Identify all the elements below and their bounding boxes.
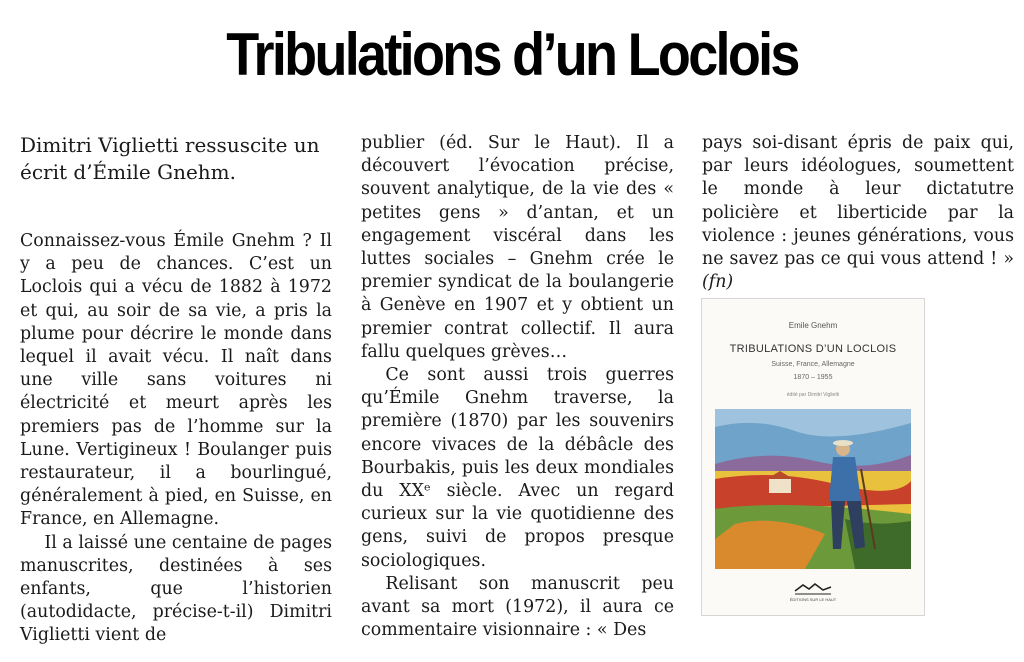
cover-painting — [715, 409, 911, 569]
cover-author: Emile Gnehm — [788, 321, 838, 330]
article-lead: Dimitri Viglietti ressuscite un écrit d’Émile Gnehm. — [20, 133, 320, 184]
book-cover — [701, 298, 925, 616]
publisher-logo — [793, 582, 833, 596]
cover-editor: édité par Dimitri Viglietti — [786, 392, 840, 398]
paragraph: Il a laissé une centaine de pages manuscrites, destinées à ses enfants, que l’historien (autodidacte, précise-t-il) Dimitri Viglietti vient de — [20, 532, 332, 646]
paragraph: Ce sont aussi trois guerres qu’Émile Gnehm traverse, la première (1870) par les souvenirs encore vivaces de la débâcle des Bourbakis, puis les deux mondiales du XXᵉ siècle. Avec un regard curieux sur la vie quotidienne des gens, suivi de propos presque sociologiques. — [361, 365, 674, 571]
quote-text: pays soi-disant épris de paix qui, par leurs idéologues, soumettent le monde à leur dictatutre policière et liberticide par la violence : jeunes générations, vous ne savez pas ce qui vous attend ! » — [702, 133, 1014, 270]
cover-years: 1870 – 1955 — [793, 374, 833, 381]
column-1 — [20, 132, 332, 648]
cover-title: TRIBULATIONS D’UN LOCLOIS — [729, 343, 897, 355]
author-initials: (fn) — [702, 272, 734, 293]
column-2 — [361, 132, 674, 642]
column-3 — [702, 132, 1014, 294]
paragraph — [702, 132, 1014, 294]
paragraph: publier (éd. Sur le Haut). Il a découvert l’évocation précise, souvent analytique, de la vie des « petites gens » d’antan, et un engagement viscéral dans les luttes sociales – Gnehm crée le premier syndicat de la boulangerie à Genève en 1907 et y obtient un premier contrat collectif. Il aura fallu quelques grèves… — [361, 133, 674, 362]
paragraph: Relisant son manuscrit peu avant sa mort (1972), il aura ce commentaire visionnaire : « Des — [361, 573, 674, 641]
paragraph: Connaissez-vous Émile Gnehm ? Il y a peu de chances. C’est un Loclois qui a vécu de 1882 à 1972 et qui, au soir de sa vie, a pris la plume pour décrire le monde dans lequel il avait vécu. Il naît dans une ville sans voitures ni électricité et meurt après les premiers pas de l’homme sur la Lune. Vertigineux ! Boulanger puis restaurateur, il a bourlingué, généralement à pied, en Suisse, en France, en Allemagne. — [20, 231, 332, 530]
cover-subtitle: Suisse, France, Allemagne — [771, 361, 855, 368]
publisher-name: ÉDITIONS SUR LE HAUT — [789, 597, 837, 602]
article-headline: Tribulations d’un Loclois — [226, 21, 798, 88]
